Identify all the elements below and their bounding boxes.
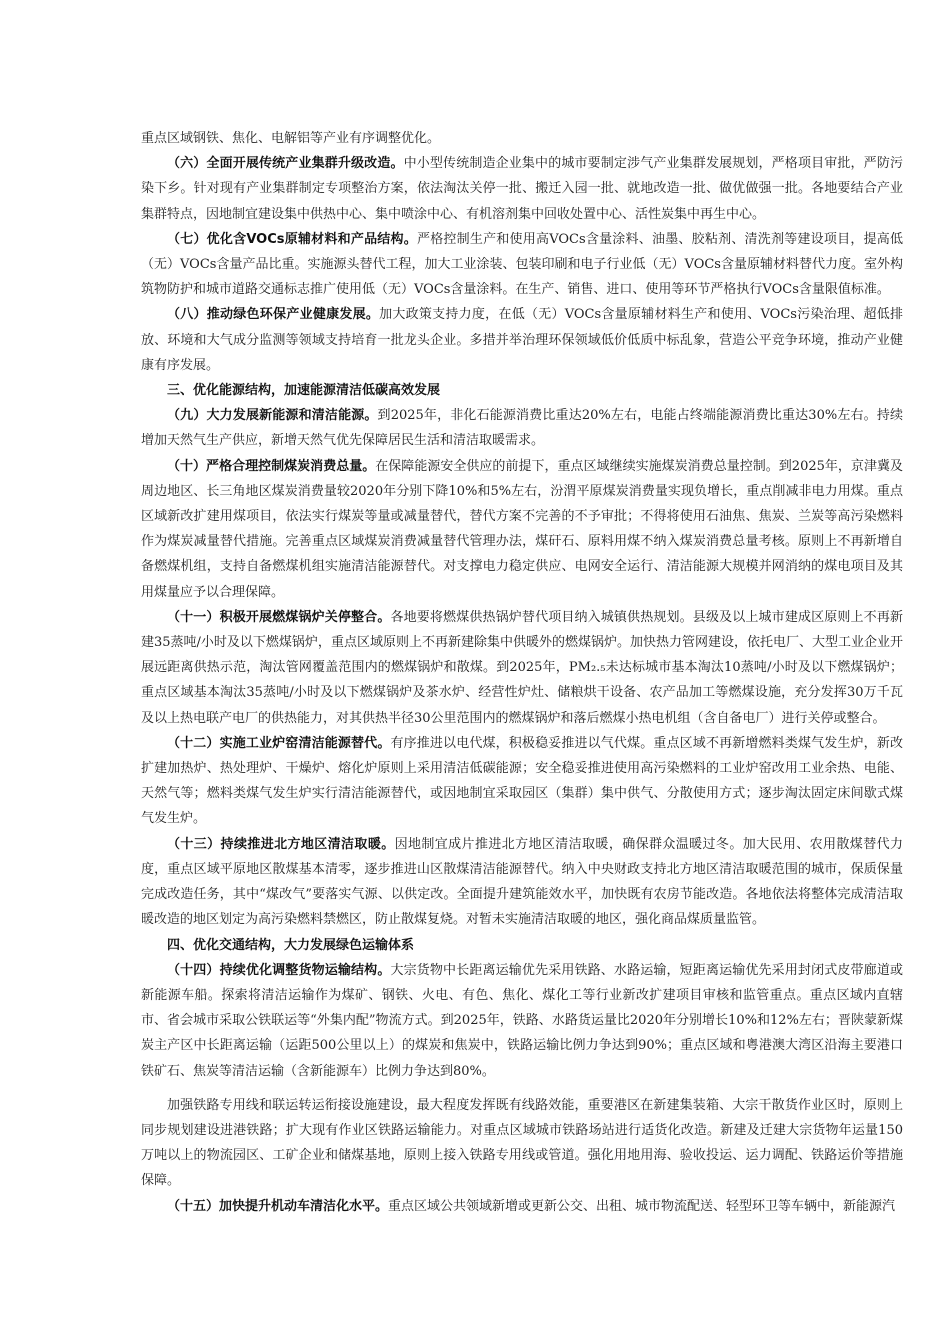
item-heading: （十一）积极开展燃煤锅炉关停整合。	[167, 609, 391, 625]
paragraph-item-12	[141, 731, 903, 832]
item-heading: （十五）加快提升机动车清洁化水平。	[167, 1198, 389, 1214]
paragraph-item-7	[141, 227, 903, 303]
paragraph-text: 中小型传统制造企业集中的城市要制定涉气产业集群发展规划，严格项目审批，严防污染下乡。针对现有产业集群制定专项整治方案，依法淘汰关停一批、搬迁入园一批、就地改造一批、做优做强一批。各地要结合产业集群特点，因地制宜建设集中供热中心、集中喷涂中心、有机溶剂集中回收处置中心、活性炭集中再生中心。	[141, 156, 903, 222]
paragraph-item-15	[141, 1194, 903, 1219]
item-heading: （十四）持续优化调整货物运输结构。	[167, 962, 391, 978]
item-heading: （九）大力发展新能源和清洁能源。	[167, 408, 378, 424]
paragraph-item-10	[141, 454, 903, 605]
item-heading: （十）严格合理控制煤炭消费总量。	[167, 458, 376, 474]
paragraph-text: 重点区域公共领域新增或更新公交、出租、城市物流配送、轻型环卫等车辆中，新能源汽	[388, 1198, 896, 1214]
paragraph-text: 大宗货物中长距离运输优先采用铁路、水路运输，短距离运输优先采用封闭式皮带廊道或新能源车船。探索将清洁运输作为煤矿、钢铁、火电、有色、焦化、煤化工等行业新改扩建项目审核和监管重点。重点区域内直辖市、省会城市采取公铁联运等“外集内配”物流方式。到2025年，铁路、水路货运量比2020年分别增长10%和12%左右；晋陕蒙新煤炭主产区中长距离运输（运距500公里以上）的煤炭和焦炭中，铁路运输比例力争达到90%；重点区域和粤港澳大湾区沿海主要港口铁矿石、焦炭等清洁运输（含新能源车）比例力争达到80%。	[141, 962, 903, 1079]
paragraph-text: 在保障能源安全供应的前提下，重点区域继续实施煤炭消费总量控制。到2025年，京津冀及周边地区、长三角地区煤炭消费量较2020年分别下降10%和5%左右，汾渭平原煤炭消费量实现负增长，重点削减非电力用煤。重点区域新改扩建用煤项目，依法实行煤炭等量或减量替代，替代方案不完善的不予审批；不得将使用石油焦、焦炭、兰炭等高污染燃料作为煤炭减量替代措施。完善重点区域煤炭消费减量替代管理办法，煤矸石、原料用煤不纳入煤炭消费总量考核。原则上不再新增自备燃煤机组，支持自备燃煤机组实施清洁能源替代。对支撑电力稳定供应、电网安全运行、清洁能源大规模并网消纳的煤电项目及其用煤量应予以合理保障。	[141, 458, 903, 600]
paragraph-item-14	[141, 958, 903, 1084]
section-heading-4: 四、优化交通结构，大力发展绿色运输体系	[167, 937, 415, 953]
paragraph-text: 重点区域钢铁、焦化、电解铝等产业有序调整优化。	[141, 131, 441, 146]
paragraph-item-11	[141, 605, 903, 731]
paragraph-text: 因地制宜成片推进北方地区清洁取暖，确保群众温暖过冬。加大民用、农用散煤替代力度，重点区域平原地区散煤基本清零，逐步推进山区散煤清洁能源替代。纳入中央财政支持北方地区清洁取暖范围的城市，保质保量完成改造任务，其中“煤改气”要落实气源、以供定改。全面提升建筑能效水平，加快既有农房节能改造。各地依法将整体完成清洁取暖改造的地区划定为高污染燃料禁燃区，防止散煤复烧。对暂未实施清洁取暖的地区，强化商品煤质量监管。	[141, 836, 903, 928]
item-heading: （十二）实施工业炉窑清洁能源替代。	[167, 735, 391, 751]
item-heading: （八）推动绿色环保产业健康发展。	[167, 307, 380, 323]
paragraph-text: 到2025年，非化石能源消费比重达20%左右，电能占终端能源消费比重达30%左右。持续增加天然气生产供应，新增天然气优先保障居民生活和清洁取暖需求。	[141, 408, 903, 449]
paragraph-item-8	[141, 302, 903, 378]
section-heading-3: 三、优化能源结构，加速能源清洁低碳高效发展	[167, 383, 441, 399]
paragraph-item-6	[141, 151, 903, 227]
paragraph-intro	[141, 126, 903, 151]
item-heading: （六）全面开展传统产业集群升级改造。	[167, 156, 404, 172]
paragraph-text: 各地要将燃煤供热锅炉替代项目纳入城镇供热规划。县级及以上城市建成区原则上不再新建35蒸吨/小时及以下燃煤锅炉，重点区域原则上不再新建除集中供暖外的燃煤锅炉。加快热力管网建设，依托电厂、大型工业企业开展远距离供热示范，淘汰管网覆盖范围内的燃煤锅炉和散煤。到2025年，PM₂.₅未达标城市基本淘汰10蒸吨/小时及以下燃煤锅炉；重点区域基本淘汰35蒸吨/小时及以下燃煤锅炉及茶水炉、经营性炉灶、储粮烘干设备、农产品加工等燃煤设施，充分发挥30万千瓦及以上热电联产电厂的供热能力，对其供热半径30公里范围内的燃煤锅炉和落后燃煤小热电机组（含自备电厂）进行关停或整合。	[141, 609, 903, 726]
paragraph-item-13	[141, 832, 903, 933]
paragraph-railway	[141, 1093, 903, 1194]
item-heading: （七）优化含VOCs原辅材料和产品结构。	[167, 231, 417, 247]
paragraph-text: 加大政策支持力度，在低（无）VOCs含量原辅材料生产和使用、VOCs污染治理、超低排放、环境和大气成分监测等领域支持培育一批龙头企业。多措并举治理环保领域低价低质中标乱象，营造公平竞争环境，推动产业健康有序发展。	[141, 307, 903, 373]
document-page	[141, 126, 903, 1219]
paragraph-text: 严格控制生产和使用高VOCs含量涂料、油墨、胶粘剂、清洗剂等建设项目，提高低（无）VOCs含量产品比重。实施源头替代工程，加大工业涂装、包装印刷和电子行业低（无）VOCs含量原辅材料替代力度。室外构筑物防护和城市道路交通标志推广使用低（无）VOCs含量涂料。在生产、销售、进口、使用等环节严格执行VOCs含量限值标准。	[141, 231, 903, 298]
item-heading: （十三）持续推进北方地区清洁取暖。	[167, 836, 395, 852]
paragraph-item-9	[141, 403, 903, 453]
paragraph-text: 有序推进以电代煤，积极稳妥推进以气代煤。重点区域不再新增燃料类煤气发生炉，新改扩建加热炉、热处理炉、干燥炉、熔化炉原则上采用清洁低碳能源；安全稳妥推进使用高污染燃料的工业炉窑改用工业余热、电能、天然气等；燃料类煤气发生炉实行清洁能源替代，或因地制宜采取园区（集群）集中供气、分散使用方式；逐步淘汰固定床间歇式煤气发生炉。	[141, 735, 903, 827]
paragraph-text: 加强铁路专用线和联运转运衔接设施建设，最大程度发挥既有线路效能，重要港区在新建集装箱、大宗干散货作业区时，原则上同步规划建设进港铁路；扩大现有作业区铁路运输能力。对重点区域城市铁路场站进行适货化改造。新建及迁建大宗货物年运量150万吨以上的物流园区、工矿企业和储煤基地，原则上接入铁路专用线或管道。强化用地用海、验收投运、运力调配、铁路运价等措施保障。	[141, 1097, 903, 1189]
